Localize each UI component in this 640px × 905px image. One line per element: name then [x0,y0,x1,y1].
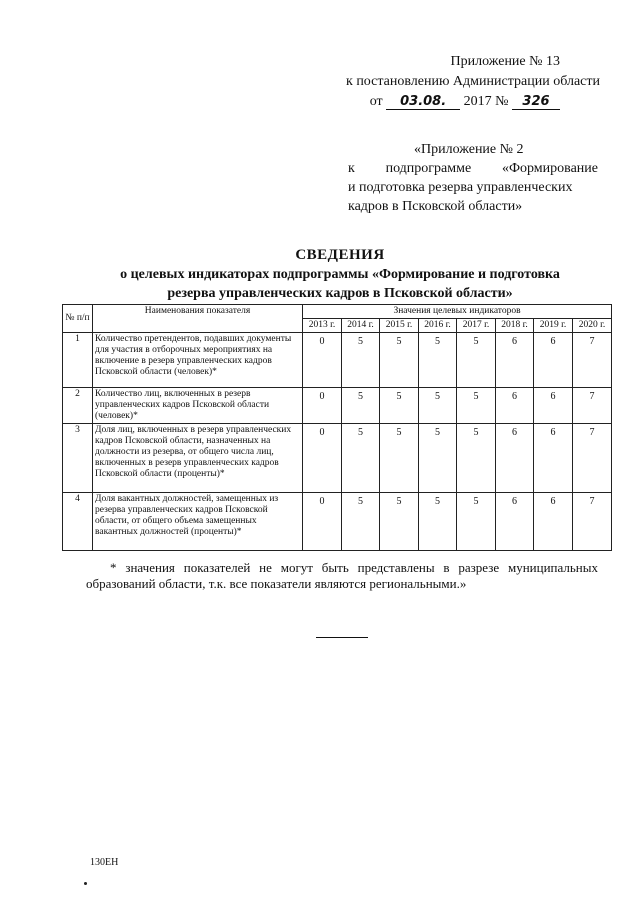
attachment2-block [348,140,598,216]
row-value: 7 [573,424,612,493]
title-main: СВЕДЕНИЯ [295,247,385,263]
row-value: 5 [419,493,457,551]
row-value: 5 [342,388,380,424]
row-value: 6 [496,424,534,493]
row-value: 5 [342,493,380,551]
attachment2-word-2: подпрограмме [385,161,472,176]
row-value: 5 [419,424,457,493]
row-value: 5 [457,333,496,388]
indicators-table [62,304,612,551]
attachment2-line1: «Приложение № 2 [414,142,524,157]
row-value: 7 [573,388,612,424]
row-num: 4 [63,493,93,551]
row-value: 6 [534,493,573,551]
handwritten-number: 326 [512,94,560,110]
row-value: 5 [380,493,419,551]
header-year: 2013 г. [303,319,342,333]
attachment2-line2 [348,159,598,178]
row-value: 6 [534,333,573,388]
footnote [86,560,598,592]
attachment-line: Приложение № 13 [450,54,560,69]
header-year: 2017 г. [457,319,496,333]
row-value: 7 [573,493,612,551]
title-line2: резерва управленческих кадров в Псковской области» [167,286,513,301]
row-name: Доля лиц, включенных в резерв управленческих кадров Псковской области, назначенных на должности из резерва, от общего числа лиц, включенных в резерв управленческих кадров Псковской области (проценты)* [93,424,303,493]
row-value: 0 [303,493,342,551]
row-value: 5 [457,493,496,551]
row-value: 5 [380,424,419,493]
dot-mark [84,882,87,885]
row-value: 5 [380,333,419,388]
row-value: 6 [496,333,534,388]
row-value: 5 [419,333,457,388]
header-block [300,52,600,112]
table-row [63,493,612,551]
title-line1: о целевых индикаторах подпрограммы «Формирование и подготовка [120,267,560,282]
row-num: 2 [63,388,93,424]
header-year: 2016 г. [419,319,457,333]
header-num: № п/п [63,305,93,333]
row-value: 7 [573,333,612,388]
row-name: Доля вакантных должностей, замещенных из резерва управленческих кадров Псковской области, от общего объема замещенных вакантных должностей (проценты)* [93,493,303,551]
header-name: Наименования показателя [93,305,303,333]
header-values: Значения целевых индикаторов [303,305,612,319]
year-number: 2017 № [463,94,509,109]
footer-code: 130ЕН [90,857,119,868]
row-value: 6 [534,388,573,424]
separator-line [316,637,368,638]
row-value: 6 [534,424,573,493]
row-value: 5 [342,424,380,493]
row-value: 6 [496,493,534,551]
row-value: 5 [457,388,496,424]
header-year: 2014 г. [342,319,380,333]
document-title [60,246,620,303]
header-year: 2018 г. [496,319,534,333]
row-num: 1 [63,333,93,388]
handwritten-date: 03.08. [386,94,460,110]
attachment2-word-3: «Формирование [501,161,598,176]
row-value: 5 [419,388,457,424]
attachment2-line4: кадров в Псковской области» [348,199,523,214]
attachment2-line3: и подготовка резерва управленческих [348,180,573,195]
table-row [63,333,612,388]
attachment2-word-1: к [348,161,355,176]
row-value: 0 [303,388,342,424]
row-value: 6 [496,388,534,424]
row-value: 5 [342,333,380,388]
row-name: Количество претендентов, подавших документы для участия в отборочных мероприятиях на включение в резерв управленческих кадров Псковской области (человек)* [93,333,303,388]
header-year: 2020 г. [573,319,612,333]
row-name: Количество лиц, включенных в резерв управленческих кадров Псковской области (человек)* [93,388,303,424]
row-value: 5 [380,388,419,424]
date-line [300,92,600,112]
row-value: 0 [303,333,342,388]
footnote-text: * значения показателей не могут быть представлены в разрезе муниципальных образований области, т.к. все показатели являются региональными.» [86,560,598,591]
row-num: 3 [63,424,93,493]
row-value: 5 [457,424,496,493]
table-row [63,424,612,493]
decree-line: к постановлению Администрации области [346,74,600,89]
date-prefix: от [369,94,383,109]
row-value: 0 [303,424,342,493]
table-row [63,388,612,424]
header-year: 2015 г. [380,319,419,333]
header-year: 2019 г. [534,319,573,333]
